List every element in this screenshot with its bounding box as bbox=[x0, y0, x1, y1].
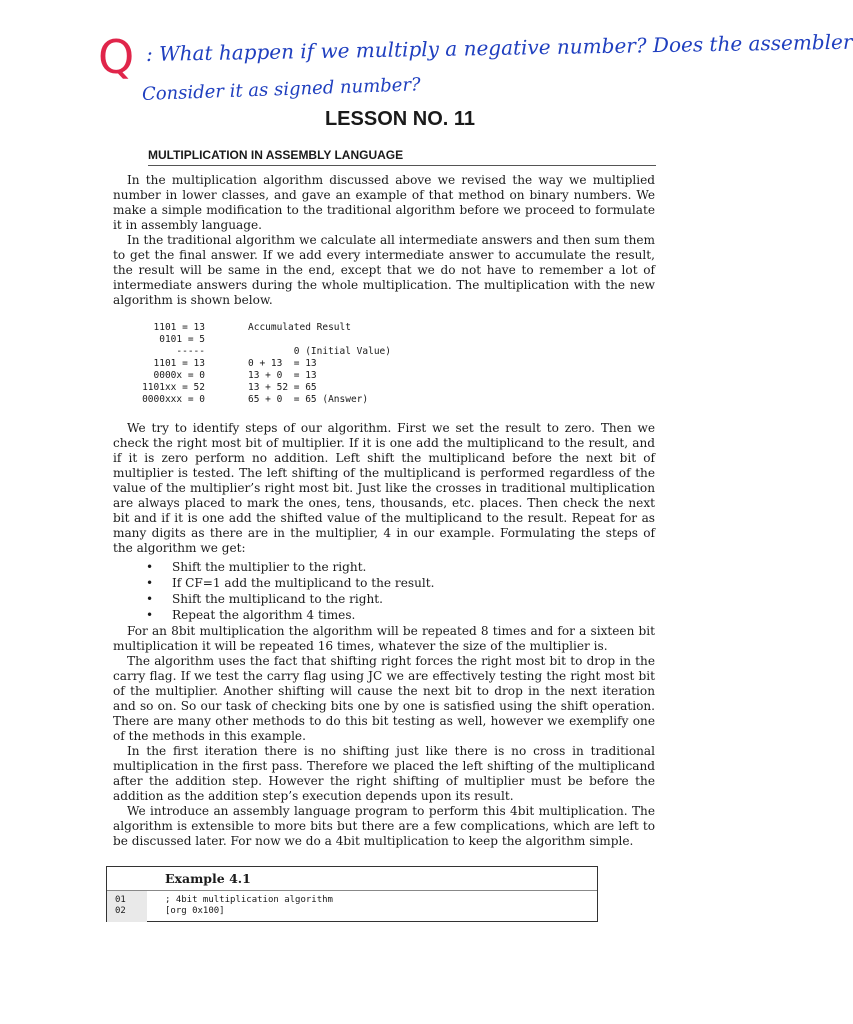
worked-example-row bbox=[113, 394, 391, 406]
list-item-text: If CF=1 add the multiplicand to the result. bbox=[172, 576, 435, 590]
worked-example-cell: 65 + 0 = 65 (Answer) bbox=[248, 394, 369, 405]
bullet-icon: • bbox=[146, 592, 154, 606]
worked-example-header bbox=[113, 322, 391, 334]
worked-example bbox=[113, 322, 391, 406]
explanation-paragraphs bbox=[113, 624, 655, 849]
list-item bbox=[140, 591, 434, 607]
section-heading: MULTIPLICATION IN ASSEMBLY LANGUAGE bbox=[148, 148, 656, 166]
bullet-icon: • bbox=[146, 560, 154, 574]
code-lines bbox=[147, 891, 333, 922]
code-line: [org 0x100] bbox=[165, 906, 225, 916]
worked-example-cell: 0000x = 0 bbox=[153, 370, 205, 381]
line-numbers bbox=[107, 891, 147, 922]
handwritten-question-line-2: Consider it as signed number? bbox=[141, 74, 421, 105]
steps-intro-paragraph bbox=[113, 421, 655, 556]
handwritten-question-line-1: : What happen if we multiply a negative number? Does the assembler bbox=[145, 29, 853, 66]
list-item bbox=[140, 575, 434, 591]
worked-example-row bbox=[113, 334, 391, 346]
worked-example-cell bbox=[205, 334, 248, 346]
code-line: ; 4bit multiplication algorithm bbox=[165, 895, 333, 905]
worked-example-row bbox=[113, 358, 391, 370]
worked-example-cell: ----- bbox=[176, 346, 205, 357]
list-item bbox=[140, 559, 434, 575]
intro-paragraphs bbox=[113, 173, 655, 308]
bullet-icon: • bbox=[146, 608, 154, 622]
example-title: Example 4.1 bbox=[107, 867, 597, 891]
lesson-title: LESSON NO. 11 bbox=[324, 108, 476, 130]
paragraph: In the first iteration there is no shifting just like there is no cross in traditional multiplication in the first pass. Therefore we placed the left shifting of the multiplicand after the addition step. However the right shifting of multiplier must be before the addition as the addition step’s execution depends upon its result. bbox=[113, 744, 655, 803]
worked-example-cell: 1101xx = 52 bbox=[142, 382, 205, 393]
paragraph: We try to identify steps of our algorithm. First we set the result to zero. Then we check the right most bit of multiplier. If it is one add the multiplicand to the result, and if it is zero perform no addition. Left shift the multiplicand before the next bit of multiplier is tested. The left shifting of the multiplicand is performed regardless of the value of the multiplier’s right most bit. Just like the crosses in traditional multiplication are always placed to mark the ones, tens, thousands, etc. places. Then check the next bit and if it is one add the shifted value of the multiplicand to the result. Repeat for as many digits as there are in the multiplier, 4 in our example. Formulating the steps of the algorithm we get: bbox=[113, 421, 655, 555]
list-item bbox=[140, 607, 434, 623]
list-item-text: Shift the multiplier to the right. bbox=[172, 560, 367, 574]
example-code-box bbox=[106, 866, 598, 922]
paragraph: For an 8bit multiplication the algorithm will be repeated 8 times and for a sixteen bit multiplication it will be repeated 16 times, whatever the size of the multiplier is. bbox=[113, 624, 655, 653]
handwritten-q: Q bbox=[98, 30, 135, 84]
list-item-text: Shift the multiplicand to the right. bbox=[172, 592, 383, 606]
paragraph: In the multiplication algorithm discussed above we revised the way we multiplied number in lower classes, and gave an example of that method on binary numbers. We make a simple modification to the traditional algorithm before we proceed to formulate it in assembly language. bbox=[113, 173, 655, 232]
algorithm-steps-list bbox=[140, 559, 434, 623]
code-listing bbox=[107, 891, 597, 922]
worked-example-cell: 0000xxx = 0 bbox=[142, 394, 205, 405]
worked-example-row bbox=[113, 370, 391, 382]
worked-example-cell: Accumulated Result bbox=[248, 322, 351, 333]
list-item-text: Repeat the algorithm 4 times. bbox=[172, 608, 356, 622]
paragraph: We introduce an assembly language program to perform this 4bit multiplication. The algorithm is extensible to more bits but there are a few complications, which are left to be discussed later. For now we do a 4bit multiplication to keep the algorithm simple. bbox=[113, 804, 655, 848]
worked-example-cell: 13 + 0 = 13 bbox=[248, 370, 317, 381]
worked-example-cell: 13 + 52 = 65 bbox=[248, 382, 317, 393]
worked-example-cell: 0 + 13 = 13 bbox=[248, 358, 317, 369]
line-number: 01 bbox=[115, 895, 126, 905]
worked-example-cell: 1101 = 13 bbox=[153, 322, 205, 333]
worked-example-row bbox=[113, 382, 391, 394]
paragraph: In the traditional algorithm we calculate all intermediate answers and then sum them to get the final answer. If we add every intermediate answer to accumulate the result, the result will be same in the end, except that we do not have to remember a lot of intermediate answers during the whole multiplication. The multiplication with the new algorithm is shown below. bbox=[113, 233, 655, 307]
bullet-icon: • bbox=[146, 576, 154, 590]
worked-example-cell: 0 (Initial Value) bbox=[248, 346, 391, 357]
line-number: 02 bbox=[115, 906, 126, 916]
worked-example-cell: 1101 = 13 bbox=[153, 358, 205, 369]
worked-example-cell: 0101 = 5 bbox=[159, 334, 205, 345]
paragraph: The algorithm uses the fact that shifting right forces the right most bit to drop in the carry flag. If we test the carry flag using JC we are effectively testing the right most bit of the multiplier. Another shifting will cause the next bit to drop in the next iteration and so on. So our task of checking bits one by one is satisfied using the shift operation. There are many other methods to do this bit testing as well, however we exemplify one of the methods in this example. bbox=[113, 654, 655, 743]
worked-example-row bbox=[113, 346, 391, 358]
